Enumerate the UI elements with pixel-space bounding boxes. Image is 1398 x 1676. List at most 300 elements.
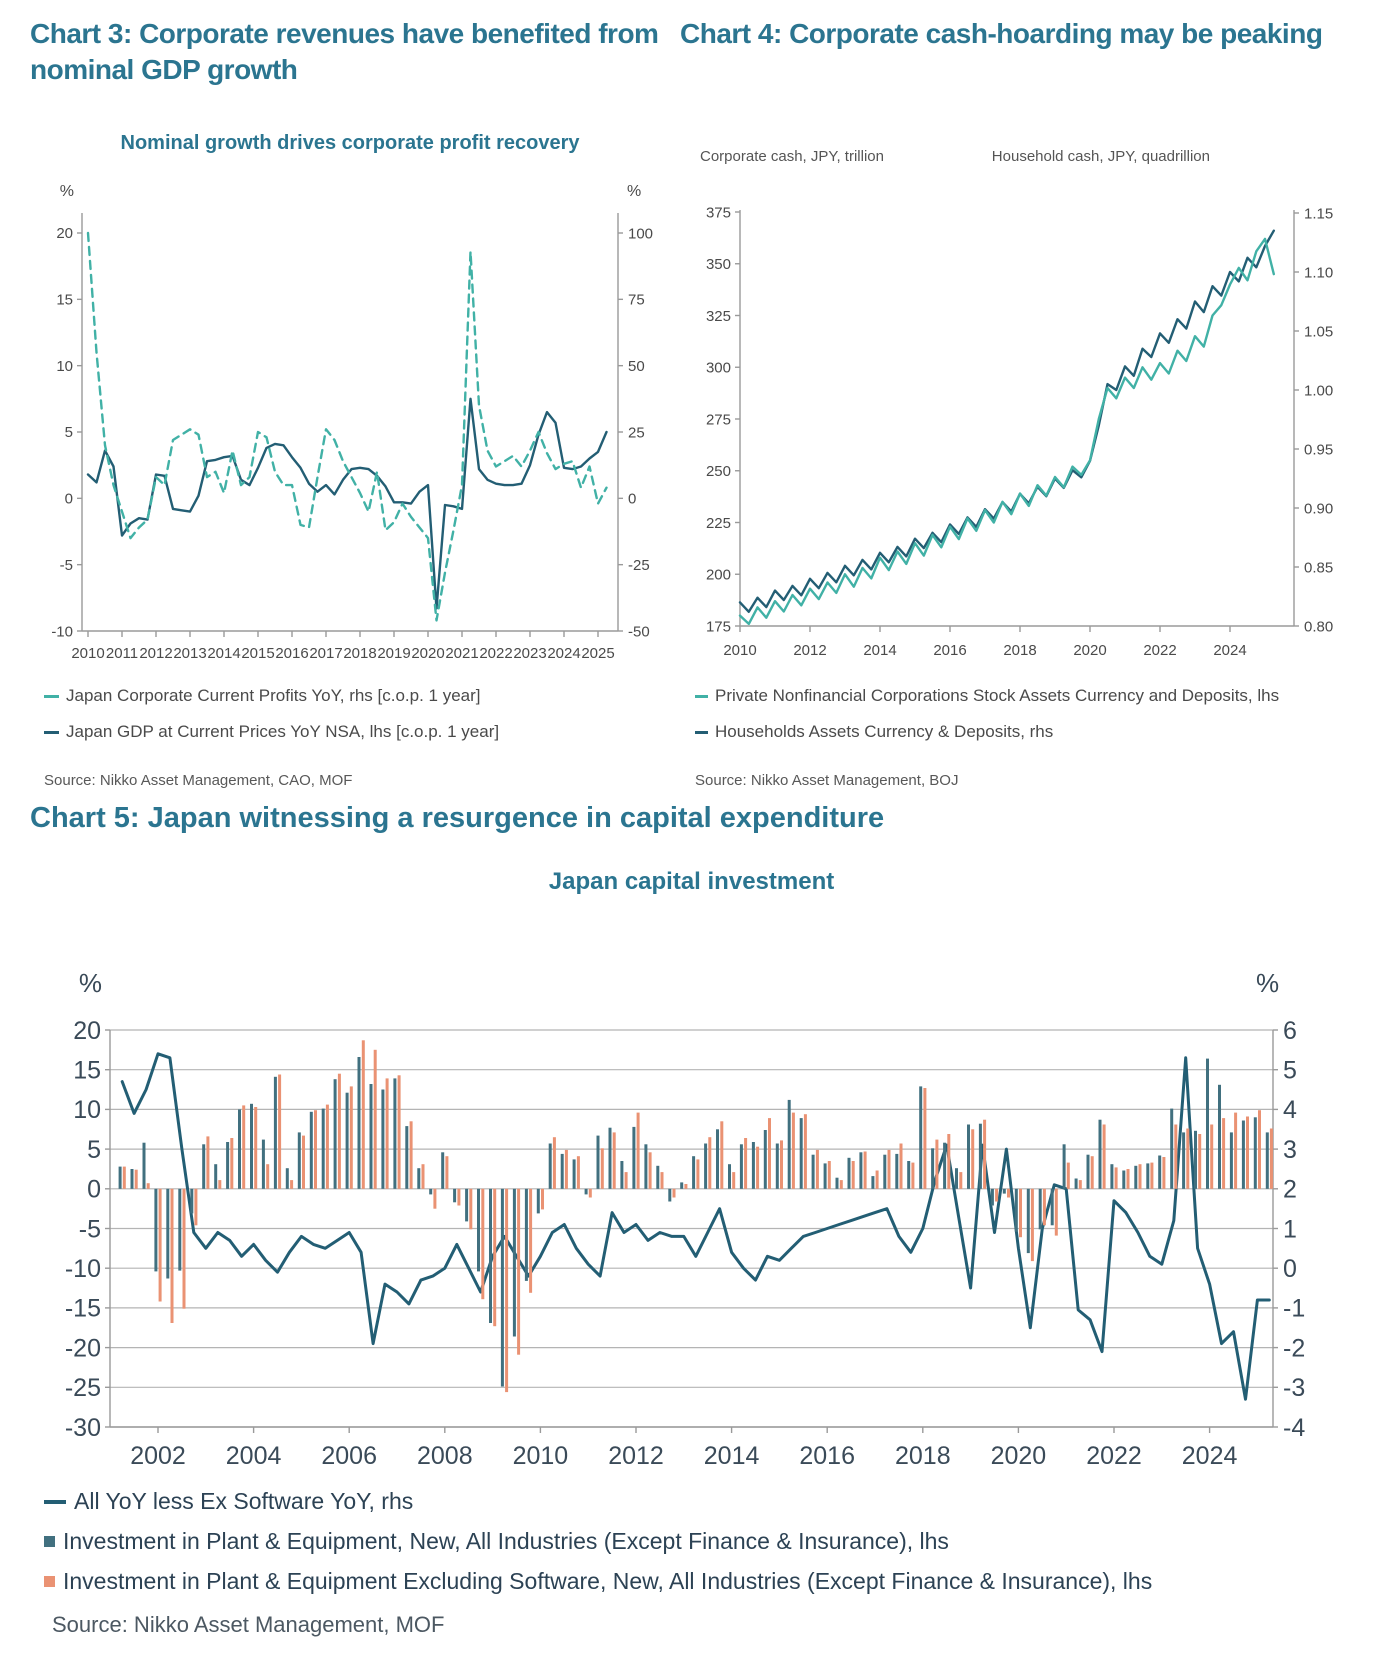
c5-bar <box>692 1156 695 1189</box>
c5-bar <box>661 1172 664 1189</box>
c5-bar <box>178 1189 181 1271</box>
chart3-legend-item-gdp <box>44 722 499 742</box>
c5-bar <box>1015 1189 1018 1232</box>
c5-right-tick-label: 2 <box>1283 1175 1297 1204</box>
c5-bar <box>947 1134 950 1189</box>
c5-bar <box>585 1189 588 1195</box>
chart5-subtitle: Japan capital investment <box>548 868 835 895</box>
c5-bar <box>370 1084 373 1189</box>
c5-bar <box>1218 1085 1221 1189</box>
c5-bar <box>202 1144 205 1189</box>
c5-bar <box>684 1184 687 1189</box>
c5-bar <box>876 1171 879 1189</box>
c5-bar <box>680 1182 683 1188</box>
legend-label: All YoY less Ex Software YoY, rhs <box>74 1488 414 1514</box>
c5-bar <box>1158 1156 1161 1189</box>
c5-bar <box>171 1189 174 1323</box>
c5-bar <box>549 1144 552 1189</box>
c4-x-tick-label: 2010 <box>723 642 757 659</box>
chart4-legend-item-households <box>695 722 1053 742</box>
c5-bar <box>788 1100 791 1189</box>
c5-bar <box>1055 1189 1058 1236</box>
c5-bar <box>553 1137 556 1189</box>
c3-left-tick-label: -10 <box>51 623 73 641</box>
c4-x-tick-label: 2022 <box>1143 642 1177 659</box>
c5-bar <box>768 1118 771 1189</box>
c5-x-tick-label: 2008 <box>416 1442 473 1470</box>
c4-plot <box>706 204 1333 659</box>
c3-x-tick-label: 2012 <box>139 645 173 662</box>
c5-bar <box>756 1147 759 1189</box>
c5-bar <box>417 1168 420 1189</box>
c5-bar <box>477 1189 480 1272</box>
c5-bar <box>143 1143 146 1189</box>
c5-bar <box>959 1172 962 1189</box>
c5-bar <box>840 1180 843 1189</box>
c4-left-tick-label: 275 <box>705 411 731 429</box>
c5-bar <box>752 1142 755 1189</box>
c5-bar <box>1162 1157 1165 1189</box>
c5-bar <box>131 1169 134 1189</box>
c4-right-tick-label: 0.80 <box>1304 618 1334 636</box>
c5-bars-2 <box>123 1040 1273 1392</box>
c5-right-tick-label: -3 <box>1283 1374 1306 1403</box>
c5-bar <box>525 1189 528 1281</box>
c5-x-tick-label: 2014 <box>703 1442 760 1470</box>
c5-right-tick-label: 3 <box>1283 1135 1297 1164</box>
c3-x-tick-label: 2013 <box>173 645 207 662</box>
c5-left-tick-label: 0 <box>87 1175 101 1204</box>
c4-left-tick-label: 250 <box>705 463 731 480</box>
c5-bar <box>1039 1189 1042 1230</box>
c5-bar <box>154 1189 157 1272</box>
legend-label: Private Nonfinancial Corporations Stock Assets Currency and Deposits, lhs <box>715 686 1280 705</box>
c5-bar <box>900 1144 903 1189</box>
c5-left-tick-label: -5 <box>78 1215 101 1244</box>
c5-bar <box>350 1086 353 1188</box>
c5-right-axis-unit: % <box>1256 968 1280 998</box>
c5-bar <box>433 1189 436 1209</box>
chart3-subtitle: Nominal growth drives corporate profit recovery <box>120 132 580 154</box>
c5-bar <box>159 1189 162 1302</box>
c5-bar <box>620 1161 623 1189</box>
c5-bar <box>888 1150 891 1189</box>
chart5-legend-item-all-industries <box>44 1528 949 1555</box>
c5-bar <box>1150 1163 1153 1189</box>
c5-bar <box>453 1189 456 1203</box>
c5-bar <box>314 1110 317 1189</box>
c5-bar <box>967 1125 970 1189</box>
c3-x-tick-label: 2015 <box>241 645 275 662</box>
c5-left-tick-label: 15 <box>73 1056 101 1085</box>
c5-bar <box>1110 1164 1113 1189</box>
c5-bar <box>465 1189 468 1222</box>
c3-x-tick-label: 2017 <box>309 645 343 662</box>
c5-bar <box>1019 1189 1022 1237</box>
c5-bar <box>824 1163 827 1188</box>
c4-x-tick-label: 2014 <box>863 642 897 659</box>
c3-right-tick-label: 100 <box>628 225 654 243</box>
c5-bar <box>457 1189 460 1206</box>
c5-bar <box>991 1189 994 1206</box>
c5-bar <box>577 1156 580 1189</box>
c5-bar <box>1087 1155 1090 1189</box>
c5-bar <box>362 1040 365 1189</box>
c3-x-tick-label: 2014 <box>207 645 241 662</box>
c5-bar <box>780 1140 783 1188</box>
c5-bar <box>135 1170 138 1189</box>
chart4-source: Source: Nikko Asset Management, BOJ <box>695 772 959 789</box>
c5-bar <box>505 1189 508 1392</box>
c3-left-tick-label: 20 <box>56 225 73 243</box>
c3-left-tick-label: 15 <box>56 291 73 309</box>
c5-bar <box>883 1155 886 1189</box>
c5-bar <box>119 1167 122 1189</box>
c4-left-tick-label: 375 <box>705 204 731 222</box>
c5-bar <box>1043 1189 1046 1226</box>
c5-bar <box>955 1168 958 1189</box>
c3-x-tick-label: 2025 <box>581 645 615 662</box>
c5-bar <box>573 1159 576 1188</box>
c5-bar <box>537 1189 540 1214</box>
chart5-legend-item-ex-software <box>44 1568 1152 1595</box>
legend-dash-icon <box>44 731 59 734</box>
c4-right-tick-label: 0.90 <box>1304 500 1334 518</box>
c5-bar <box>501 1189 504 1387</box>
c5-bar <box>716 1129 719 1189</box>
c5-bar <box>346 1093 349 1189</box>
c5-bar <box>1270 1129 1273 1189</box>
c5-bar <box>816 1150 819 1189</box>
c5-bar <box>481 1189 484 1299</box>
c5-bar <box>274 1077 277 1189</box>
c3-left-tick-label: 5 <box>64 424 73 442</box>
c5-left-tick-label: 10 <box>73 1096 101 1125</box>
c5-right-tick-label: 5 <box>1283 1056 1297 1085</box>
c5-bar <box>1122 1171 1125 1189</box>
c4-left-tick-label: 325 <box>705 307 731 325</box>
legend-line-icon <box>44 1500 66 1504</box>
c5-left-tick-label: -15 <box>64 1294 101 1323</box>
c5-bar <box>565 1150 568 1189</box>
c5-bar <box>326 1105 329 1189</box>
c5-bar <box>1091 1156 1094 1189</box>
legend-dash-icon <box>44 695 59 698</box>
c5-left-tick-label: 20 <box>73 1016 101 1045</box>
c5-left-tick-label: -30 <box>64 1413 101 1442</box>
c3-x-tick-label: 2018 <box>343 645 377 662</box>
c5-bar <box>1007 1189 1010 1198</box>
c5-bar <box>597 1136 600 1189</box>
c3-x-tick-label: 2010 <box>71 645 105 662</box>
c3-x-tick-label: 2021 <box>445 645 479 662</box>
chart4-right-axis-title: Household cash, JPY, quadrillion <box>991 148 1210 165</box>
c5-bar <box>852 1161 855 1189</box>
c5-bar <box>405 1126 408 1189</box>
c5-x-tick-label: 2018 <box>894 1442 951 1470</box>
c5-bar <box>1099 1120 1102 1189</box>
c5-bar <box>206 1136 209 1188</box>
c5-bar <box>381 1090 384 1189</box>
c5-bar <box>1115 1167 1118 1188</box>
legend-label: Investment in Plant & Equipment, New, All Industries (Except Finance & Insurance), lhs <box>63 1528 949 1554</box>
c5-x-tick-label: 2024 <box>1181 1442 1238 1470</box>
legend-label: Investment in Plant & Equipment Excluding Software, New, All Industries (Except Finance & Insurance), lhs <box>63 1568 1153 1594</box>
c5-left-tick-label: -10 <box>64 1254 101 1283</box>
c5-bar <box>334 1079 337 1189</box>
c5-bar <box>1222 1118 1225 1189</box>
chart5-source: Source: Nikko Asset Management, MOF <box>52 1612 445 1637</box>
c5-bar <box>971 1129 974 1189</box>
c5-x-tick-label: 2002 <box>130 1442 186 1470</box>
c4-right-tick-label: 1.15 <box>1304 205 1334 223</box>
c5-bar <box>469 1189 472 1230</box>
c3-right-tick-label: 50 <box>628 357 645 375</box>
c5-right-tick-label: 0 <box>1283 1254 1297 1283</box>
c5-bar <box>398 1075 401 1189</box>
chart3-heading: Chart 3: Corporate revenues have benefited from nominal GDP growth <box>30 18 659 86</box>
c5-right-tick-label: 6 <box>1283 1016 1297 1045</box>
c5-left-tick-label: 5 <box>87 1135 101 1164</box>
c3-left-tick-label: 0 <box>64 490 73 508</box>
c5-bar <box>800 1118 803 1189</box>
c5-bar <box>871 1176 874 1189</box>
c5-left-tick-label: -25 <box>64 1374 101 1403</box>
chart4-legend-item-corporate <box>695 686 1279 706</box>
c4-right-tick-label: 1.00 <box>1304 382 1334 400</box>
c5-bar <box>226 1142 229 1189</box>
c5-bar <box>513 1189 516 1337</box>
c4-right-tick-label: 0.85 <box>1304 559 1334 577</box>
c3-left-tick-label: 10 <box>56 357 73 375</box>
c4-line-solid <box>740 231 1274 612</box>
c5-bar <box>445 1156 448 1189</box>
c5-bar <box>410 1121 413 1189</box>
c3-x-tick-label: 2019 <box>377 645 411 662</box>
c5-bar <box>632 1127 635 1189</box>
c5-bar <box>214 1164 217 1189</box>
c5-bar <box>374 1050 377 1189</box>
c5-right-tick-label: 1 <box>1283 1215 1297 1244</box>
c5-bar <box>601 1148 604 1189</box>
c5-bar <box>493 1189 496 1326</box>
c5-bar <box>123 1167 126 1189</box>
legend-label: Households Assets Currency & Deposits, rhs <box>715 722 1054 741</box>
c3-right-tick-label: -50 <box>628 623 650 641</box>
c5-bar <box>864 1152 867 1189</box>
c4-x-tick-label: 2024 <box>1213 642 1247 659</box>
c5-bar <box>644 1144 647 1189</box>
legend-label: Japan Corporate Current Profits YoY, rhs [c.o.p. 1 year] <box>66 686 481 705</box>
c5-bar <box>441 1152 444 1189</box>
c3-line-solid <box>88 399 607 609</box>
c4-x-tick-label: 2016 <box>933 642 967 659</box>
c5-bar <box>696 1159 699 1188</box>
c3-x-tick-label: 2016 <box>275 645 309 662</box>
c5-bar <box>656 1166 659 1189</box>
chart5-legend-item-line <box>44 1488 413 1515</box>
c3-left-axis-unit: % <box>59 183 74 200</box>
c5-bar <box>218 1180 221 1189</box>
c5-bar <box>393 1078 396 1188</box>
c5-left-axis-unit: % <box>78 968 102 998</box>
c5-bar <box>290 1180 293 1189</box>
legend-square-icon <box>44 1536 55 1547</box>
c5-bar <box>561 1154 564 1189</box>
c5-bar <box>338 1074 341 1189</box>
c5-bar <box>238 1109 241 1188</box>
c5-bar <box>322 1109 325 1189</box>
c5-bar <box>1027 1189 1030 1253</box>
c4-left-tick-label: 175 <box>705 618 731 636</box>
c5-bar <box>1134 1166 1137 1189</box>
c5-bar <box>1146 1163 1149 1188</box>
c5-bar <box>649 1152 652 1189</box>
c5-bar <box>1051 1189 1054 1226</box>
c5-bar <box>1170 1109 1173 1189</box>
c5-bar <box>1254 1117 1257 1189</box>
c5-bar <box>812 1155 815 1189</box>
c5-bar <box>1266 1132 1269 1188</box>
c5-bar <box>1186 1129 1189 1189</box>
c3-left-tick-label: -5 <box>59 556 73 574</box>
c5-bar <box>609 1128 612 1189</box>
c5-bar <box>728 1164 731 1189</box>
c5-bar <box>923 1088 926 1189</box>
c5-bar <box>1103 1125 1106 1189</box>
c5-right-tick-label: 4 <box>1283 1096 1297 1125</box>
c5-bar <box>386 1078 389 1188</box>
c4-left-tick-label: 225 <box>705 514 731 532</box>
c4-right-tick-label: 1.05 <box>1304 323 1334 341</box>
c5-bar <box>1031 1189 1034 1261</box>
c5-bar <box>720 1121 723 1189</box>
c5-bar <box>517 1189 520 1355</box>
c5-bar <box>1258 1110 1261 1189</box>
c5-right-tick-label: -4 <box>1283 1413 1306 1442</box>
c5-bar <box>995 1189 998 1202</box>
c4-right-tick-label: 1.10 <box>1304 264 1334 282</box>
c5-bar <box>422 1164 425 1189</box>
c5-bar <box>147 1183 150 1189</box>
c5-bar <box>828 1161 831 1189</box>
chart4-heading: Chart 4: Corporate cash-hoarding may be peaking <box>680 18 1323 49</box>
c5-bar <box>979 1124 982 1189</box>
c4-x-tick-label: 2020 <box>1073 642 1107 659</box>
c3-right-axis-unit: % <box>627 183 642 200</box>
c5-bar <box>302 1136 305 1189</box>
c5-bar <box>1063 1144 1066 1189</box>
c5-bar <box>358 1057 361 1189</box>
c5-bar <box>943 1143 946 1189</box>
c5-bar <box>859 1152 862 1189</box>
c5-bar <box>740 1144 743 1189</box>
c5-bar <box>1194 1131 1197 1189</box>
c5-bar <box>935 1140 938 1189</box>
c4-left-tick-label: 200 <box>705 566 731 584</box>
c4-line-solid <box>740 239 1274 624</box>
c5-bar <box>673 1189 676 1198</box>
c5-bar <box>704 1144 707 1189</box>
c5-x-tick-label: 2006 <box>321 1442 378 1470</box>
c5-bar <box>637 1113 640 1189</box>
c5-bar <box>792 1113 795 1189</box>
c5-right-tick-label: -2 <box>1283 1334 1306 1363</box>
c4-right-tick-label: 0.95 <box>1304 441 1334 459</box>
c5-bar <box>1246 1117 1249 1189</box>
c5-plot <box>65 968 1305 1470</box>
c5-bar <box>194 1189 197 1226</box>
c5-bar <box>836 1178 839 1189</box>
c5-bar <box>668 1189 671 1202</box>
c5-bar <box>183 1189 186 1309</box>
c5-bar <box>429 1189 432 1195</box>
c5-bar <box>1242 1121 1245 1189</box>
legend-dash-icon <box>695 695 708 698</box>
c5-bar <box>1079 1180 1082 1189</box>
c4-x-tick-label: 2012 <box>793 642 827 659</box>
c5-bar <box>286 1168 289 1189</box>
c5-bar <box>1075 1179 1078 1189</box>
c3-x-tick-label: 2022 <box>479 645 513 662</box>
c5-bar <box>895 1154 898 1189</box>
c5-bar <box>732 1172 735 1189</box>
c5-bar <box>278 1075 281 1189</box>
c5-bar <box>983 1120 986 1189</box>
c5-right-tick-label: -1 <box>1283 1294 1306 1323</box>
c5-bar <box>529 1189 532 1293</box>
c5-bar <box>931 1148 934 1189</box>
c5-bar <box>166 1189 169 1279</box>
c5-bar <box>541 1189 544 1210</box>
c5-bar <box>310 1112 313 1189</box>
c5-x-tick-label: 2016 <box>799 1442 856 1470</box>
c5-bar <box>1003 1189 1006 1194</box>
c3-line-dashed <box>88 233 607 620</box>
c5-bar <box>1234 1113 1237 1189</box>
c5-bar <box>764 1130 767 1189</box>
c3-right-tick-label: 0 <box>628 490 637 508</box>
c5-bar <box>1139 1164 1142 1189</box>
c5-bar <box>613 1132 616 1188</box>
c5-bar <box>254 1107 257 1189</box>
c5-bar <box>230 1138 233 1189</box>
c5-x-tick-label: 2012 <box>608 1442 664 1470</box>
c5-bar <box>242 1105 245 1188</box>
legend-label: Japan GDP at Current Prices YoY NSA, lhs [c.o.p. 1 year] <box>66 722 500 741</box>
legend-square-icon <box>44 1576 55 1587</box>
c5-x-tick-label: 2004 <box>225 1442 282 1470</box>
c5-x-tick-label: 2020 <box>990 1442 1047 1470</box>
c3-right-tick-label: 25 <box>628 424 645 442</box>
c5-bar <box>911 1163 914 1189</box>
c5-x-tick-label: 2022 <box>1086 1442 1142 1470</box>
c5-bar <box>489 1189 492 1323</box>
c5-bar <box>919 1086 922 1188</box>
c3-x-tick-label: 2011 <box>105 645 139 662</box>
c5-bar <box>625 1172 628 1189</box>
chart3-source: Source: Nikko Asset Management, CAO, MOF <box>44 772 353 789</box>
c5-bar <box>298 1132 301 1188</box>
c5-x-tick-label: 2010 <box>512 1442 569 1470</box>
c5-bar <box>1210 1125 1213 1189</box>
c5-bar <box>776 1144 779 1189</box>
c4-x-tick-label: 2018 <box>1003 642 1037 659</box>
c3-right-tick-label: -25 <box>628 556 650 574</box>
chart3-legend-item-profits <box>44 686 481 706</box>
c5-bar <box>1174 1125 1177 1189</box>
c3-right-tick-label: 75 <box>628 291 645 309</box>
